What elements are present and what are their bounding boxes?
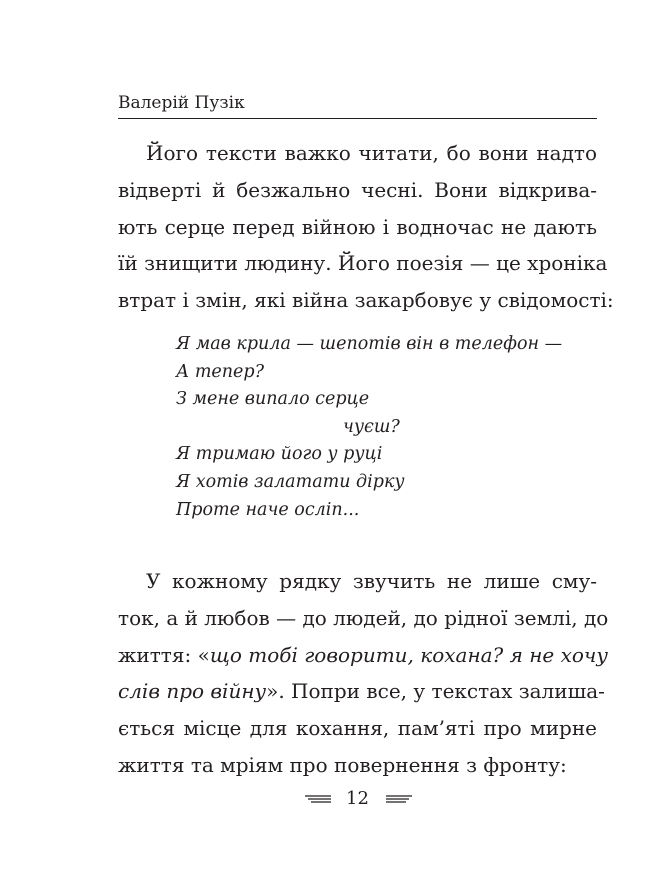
text-run: ». Попри все, у текстах залиша- — [266, 679, 605, 704]
quoted-phrase: що тобі говорити, кохана? я не хочу — [209, 642, 608, 667]
text-line: втрат і змін, які війна закарбовує у свідомості: — [118, 288, 614, 313]
poem-line: Я хотів залатати дірку — [176, 471, 405, 492]
text-line: Його тексти важко читати, бо вони надто — [146, 141, 597, 165]
running-head-author: Валерій Пузік — [118, 93, 245, 113]
text-line: У кожному рядку звучить не лише сму- — [146, 569, 597, 593]
text-line: їй знищити людину. Його поезія — це хроніка — [118, 251, 608, 276]
paragraph-intro — [118, 135, 614, 319]
poem-line: чуєш? — [343, 416, 400, 437]
text-run: життя: « — [118, 642, 210, 667]
page-footer — [0, 787, 662, 811]
poem-line: Я мав крила — шепотів він в телефон — — [176, 334, 563, 354]
ornament-right-icon — [386, 793, 412, 805]
text-line — [118, 637, 608, 674]
text-line: ють серце перед війною і водночас не дають — [118, 214, 597, 239]
poem-quote — [176, 331, 562, 524]
poem-line: Я тримаю його у руці — [176, 444, 383, 465]
header-rule — [118, 118, 597, 119]
text-line — [118, 673, 605, 710]
text-line: життя та мріям про повернення з фронту: — [118, 752, 567, 777]
text-line: ється місце для кохання, пам’яті про мирне — [118, 716, 597, 741]
text-line: відверті й безжально чесні. Вони відкрива- — [118, 177, 597, 202]
text-line: ток, а й любов — до людей, до рідної землі, до — [118, 605, 609, 630]
poem-line: Проте наче осліп... — [176, 499, 360, 520]
ornament-left-icon — [305, 793, 331, 805]
page-number: 12 — [346, 788, 369, 809]
poem-line: А тепер? — [176, 361, 264, 382]
poem-line: З мене випало серце — [176, 389, 370, 410]
paragraph-commentary — [118, 563, 609, 784]
quoted-phrase: слів про війну — [118, 679, 267, 704]
